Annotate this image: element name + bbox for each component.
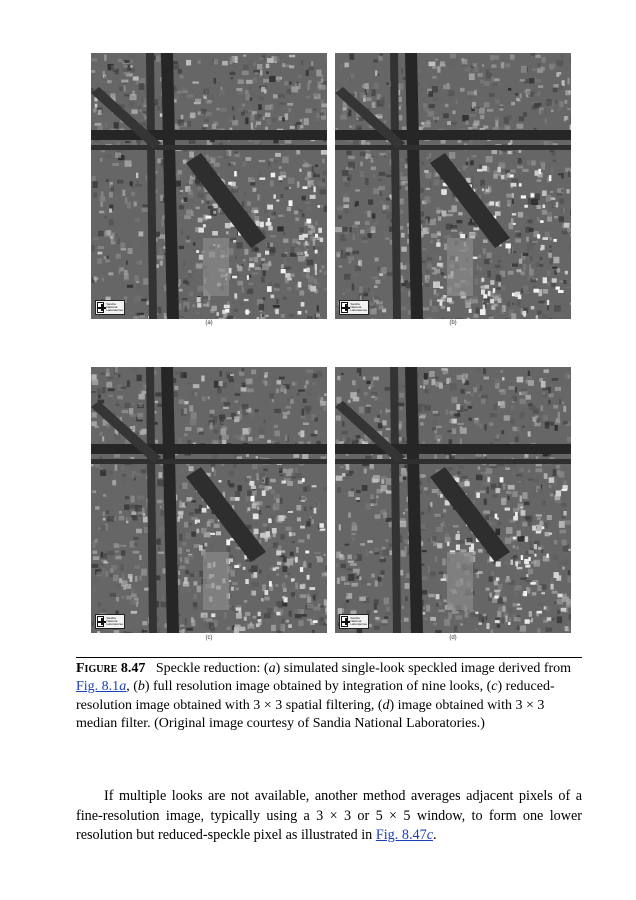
sandia-mark-icon [97,616,104,627]
sandia-logo [95,614,125,629]
sandia-mark-icon [341,302,348,313]
panel-label-b: (b) [449,320,457,326]
sar-image-a [91,53,327,319]
figure-panel-b [335,53,571,319]
link-fig-8-1a[interactable]: Fig. 8.1a [76,679,127,695]
logo-text: Sandia National Laboratories [350,301,367,313]
panel-label-a: (a) [205,320,213,326]
sandia-logo [339,300,369,315]
figure-panel-a [91,53,327,319]
sar-image-c [91,367,327,633]
sandia-mark-icon [97,302,104,313]
panel-label-c: (c) [205,635,213,641]
sandia-mark-icon [341,616,348,627]
sandia-logo [339,614,369,629]
caption-rule [76,657,582,658]
figure-panel-d [335,367,571,633]
sar-image-b [335,53,571,319]
figure-label: Figure [76,661,118,676]
figure-number: 8.47 [120,661,146,676]
logo-text: Sandia National Laboratories [106,301,123,313]
link-fig-8-47c[interactable]: Fig. 8.47c [375,827,433,844]
panel-label-d: (d) [449,635,457,641]
sar-image-d [335,367,571,633]
logo-text: Sandia National Laboratories [106,615,123,627]
sandia-logo [95,300,125,315]
logo-text: Sandia National Laboratories [350,615,367,627]
figure-caption: Figure 8.47 Speckle reduction: (a) simulated single-look speckled image derived from Fig. 8.1a, (b) full resolution image obtained by integration of nine looks, (c) reduced-resolution image obtained with 3 × 3 spatial filtering, (d) image obtained with 3 × 3 median filter. (Original image courtesy of Sandia National Laboratories.) [76,661,572,732]
body-paragraph: If multiple looks are not available, another method averages adjacent pixels of a fine-resolution image, typically using a 3 × 3 or 5 × 5 window, to form one lower resolution but reduced-speckle pixel as illustrated in Fig. 8.47c. [76,788,582,844]
figure-panel-c [91,367,327,633]
